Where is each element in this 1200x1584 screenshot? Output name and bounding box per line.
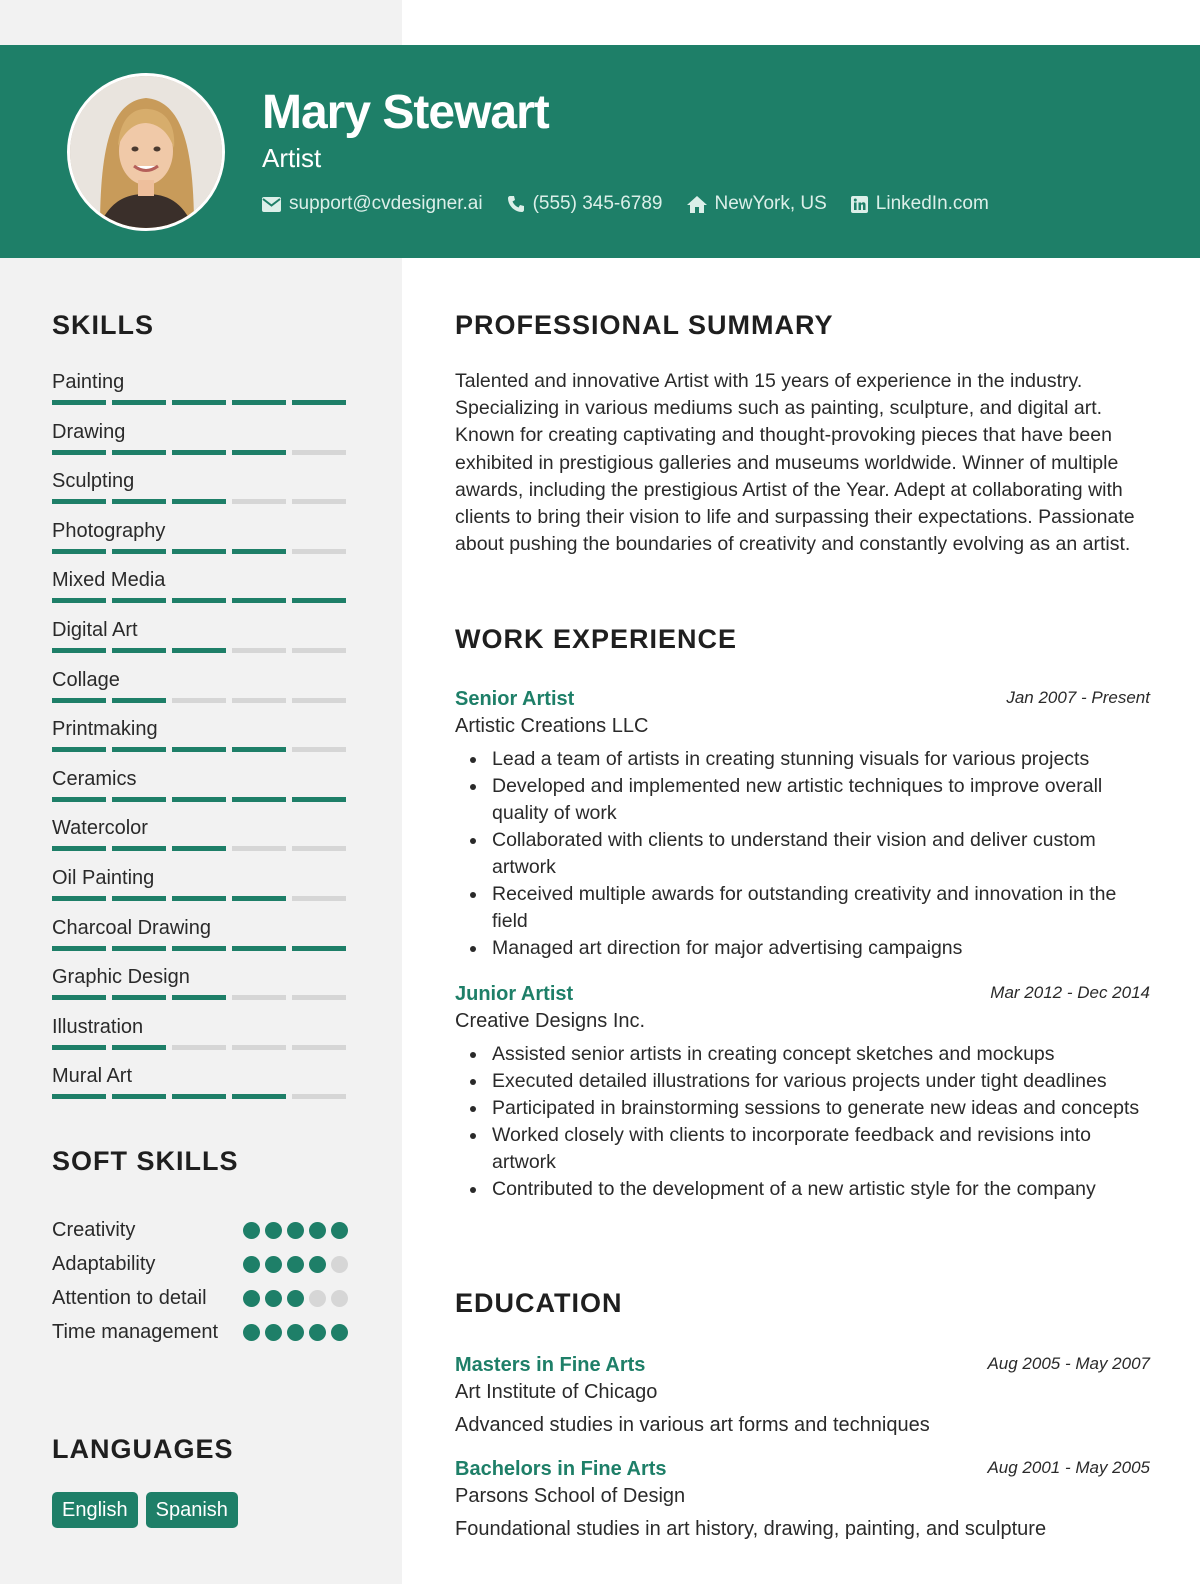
job-bullet: Participated in brainstorming sessions to generate new ideas and concepts: [455, 1095, 1150, 1122]
skill-label: Mixed Media: [52, 569, 166, 592]
skill-item: [52, 963, 348, 1013]
rating-dot: [243, 1256, 260, 1273]
experience-heading: WORK EXPERIENCE: [455, 624, 738, 654]
job-date: Mar 2012 - Dec 2014: [990, 983, 1150, 1002]
soft-skill-rating: [243, 1216, 348, 1239]
location-text: NewYork, US: [714, 193, 827, 214]
skill-level-segment: [112, 549, 166, 554]
header: [0, 45, 1200, 258]
skill-level-segment: [52, 995, 106, 1000]
skill-level-bar: [52, 499, 348, 504]
job-entry: [455, 983, 1150, 1203]
rating-dot: [243, 1290, 260, 1307]
degree-title: Masters in Fine Arts: [455, 1354, 646, 1376]
soft-skill-rating: [243, 1284, 348, 1307]
linkedin-text: LinkedIn.com: [875, 193, 989, 214]
skill-level-segment: [52, 499, 106, 504]
job-bullet: Executed detailed illustrations for various projects under tight deadlines: [455, 1068, 1150, 1095]
skill-level-segment: [232, 1094, 286, 1099]
skill-level-segment: [292, 797, 346, 802]
skill-level-segment: [232, 698, 286, 703]
skill-level-segment: [52, 549, 106, 554]
skill-level-segment: [112, 846, 166, 851]
education-heading: EDUCATION: [455, 1288, 623, 1318]
phone-icon: [507, 195, 525, 213]
job-bullet: Managed art direction for major advertising campaigns: [455, 935, 1150, 962]
skill-level-bar: [52, 747, 348, 752]
rating-dot: [287, 1324, 304, 1341]
skill-level-segment: [172, 747, 226, 752]
skill-level-segment: [292, 499, 346, 504]
rating-dot: [265, 1290, 282, 1307]
skill-item: [52, 914, 348, 964]
skill-level-segment: [292, 846, 346, 851]
skill-level-segment: [232, 450, 286, 455]
skill-label: Illustration: [52, 1015, 144, 1038]
skill-level-segment: [292, 747, 346, 752]
soft-skills-list: [52, 1216, 348, 1352]
skill-label: Collage: [52, 668, 120, 691]
candidate-role: Artist: [262, 143, 322, 173]
skill-level-segment: [172, 1094, 226, 1099]
skill-label: Sculpting: [52, 470, 135, 493]
skill-item: [52, 765, 348, 815]
skill-item: [52, 715, 348, 765]
skill-label: Photography: [52, 519, 166, 542]
job-title: Junior Artist: [455, 983, 574, 1005]
job-company: Creative Designs Inc.: [455, 1010, 646, 1032]
skill-level-segment: [232, 747, 286, 752]
skill-level-segment: [112, 648, 166, 653]
rating-dot: [265, 1256, 282, 1273]
rating-dot: [309, 1256, 326, 1273]
skill-level-segment: [112, 450, 166, 455]
summary-text: Talented and innovative Artist with 15 years of experience in the industry. Specializing in various mediums such as painting, sculpture, and digital art. Known for creating captivating and thought-provoking pieces that have been exhibited in prestigious galleries and museums worldwide. Winner of multiple awards, including the prestigious Artist of the Year. Adept at collaborating with clients to bring their vision to life and surpassing their expectations. Passionate about pushing the boundaries of creativity and constantly evolving as an artist.: [455, 370, 1135, 556]
skill-level-segment: [52, 648, 106, 653]
skill-item: [52, 814, 348, 864]
skill-level-segment: [292, 1094, 346, 1099]
rating-dot: [331, 1290, 348, 1307]
skill-label: Printmaking: [52, 718, 158, 741]
contact-linkedin[interactable]: [851, 193, 989, 215]
skill-level-segment: [292, 450, 346, 455]
skill-item: [52, 418, 348, 468]
skill-level-segment: [292, 648, 346, 653]
skill-label: Watercolor: [52, 817, 148, 840]
rating-dot: [309, 1290, 326, 1307]
skill-level-segment: [52, 896, 106, 901]
skill-level-segment: [52, 450, 106, 455]
skill-level-segment: [292, 946, 346, 951]
skill-level-bar: [52, 450, 348, 455]
job-company: Artistic Creations LLC: [455, 715, 649, 737]
soft-skill-label: Time management: [52, 1321, 218, 1343]
skill-level-segment: [52, 698, 106, 703]
skill-level-segment: [172, 648, 226, 653]
home-icon: [687, 196, 707, 213]
job-bullet: Received multiple awards for outstanding creativity and innovation in the field: [455, 881, 1150, 935]
skill-level-segment: [52, 1045, 106, 1050]
skill-item: [52, 368, 348, 418]
skill-level-bar: [52, 797, 348, 802]
job-entry: [455, 688, 1150, 962]
linkedin-icon: [851, 196, 868, 213]
skill-level-bar: [52, 549, 348, 554]
skill-level-segment: [112, 1094, 166, 1099]
skill-level-segment: [112, 698, 166, 703]
skill-level-segment: [112, 598, 166, 603]
skill-level-segment: [172, 450, 226, 455]
soft-skill-item: [52, 1250, 348, 1278]
skill-item: [52, 616, 348, 666]
job-title: Senior Artist: [455, 688, 575, 710]
contact-location[interactable]: [687, 193, 827, 215]
rating-dot: [265, 1222, 282, 1239]
skill-level-bar: [52, 400, 348, 405]
rating-dot: [331, 1324, 348, 1341]
skill-level-segment: [292, 995, 346, 1000]
rating-dot: [331, 1222, 348, 1239]
skill-level-segment: [52, 598, 106, 603]
soft-skill-item: [52, 1284, 348, 1312]
skill-level-segment: [292, 598, 346, 603]
skill-level-segment: [232, 995, 286, 1000]
skill-level-segment: [172, 1045, 226, 1050]
skill-level-segment: [172, 499, 226, 504]
job-bullet: Assisted senior artists in creating concept sketches and mockups: [455, 1041, 1150, 1068]
skill-level-segment: [112, 797, 166, 802]
skill-level-segment: [232, 946, 286, 951]
skill-level-segment: [172, 797, 226, 802]
skill-level-segment: [52, 797, 106, 802]
contact-bar: [262, 193, 989, 215]
skill-level-segment: [232, 1045, 286, 1050]
education-entry: [455, 1458, 1150, 1541]
skill-level-segment: [112, 995, 166, 1000]
job-bullets: [455, 746, 1150, 962]
skill-level-segment: [292, 698, 346, 703]
soft-skill-rating: [243, 1250, 348, 1273]
skill-item: [52, 666, 348, 716]
skill-item: [52, 864, 348, 914]
rating-dot: [287, 1256, 304, 1273]
skill-item: [52, 566, 348, 616]
skill-level-segment: [52, 400, 106, 405]
skill-level-segment: [172, 598, 226, 603]
skill-level-segment: [172, 549, 226, 554]
skill-level-segment: [112, 747, 166, 752]
skill-level-segment: [232, 499, 286, 504]
skill-level-segment: [52, 747, 106, 752]
skill-level-segment: [172, 698, 226, 703]
skill-level-segment: [232, 797, 286, 802]
skill-level-segment: [292, 400, 346, 405]
skills-heading: SKILLS: [52, 310, 155, 340]
education-date: Aug 2001 - May 2005: [987, 1458, 1150, 1477]
soft-skill-rating: [243, 1318, 348, 1341]
education-description: Foundational studies in art history, drawing, painting, and sculpture: [455, 1518, 1047, 1540]
languages-heading: LANGUAGES: [52, 1434, 234, 1464]
skill-level-bar: [52, 1045, 348, 1050]
skill-label: Mural Art: [52, 1065, 133, 1088]
skill-level-segment: [112, 946, 166, 951]
skill-level-segment: [112, 400, 166, 405]
skill-level-segment: [112, 896, 166, 901]
portrait-photo-icon: [70, 76, 222, 228]
job-date: Jan 2007 - Present: [1006, 688, 1150, 707]
languages-list: [52, 1492, 238, 1528]
skill-label: Digital Art: [52, 618, 138, 641]
rating-dot: [287, 1222, 304, 1239]
skill-label: Charcoal Drawing: [52, 916, 211, 939]
education-date: Aug 2005 - May 2007: [987, 1354, 1150, 1373]
skill-level-bar: [52, 598, 348, 603]
email-text: support@cvdesigner.ai: [289, 193, 483, 214]
skill-level-bar: [52, 698, 348, 703]
job-bullets: [455, 1041, 1150, 1203]
education-entry: [455, 1354, 1150, 1437]
skill-level-segment: [172, 400, 226, 405]
skill-level-segment: [172, 846, 226, 851]
skill-level-segment: [52, 846, 106, 851]
job-bullet: Contributed to the development of a new artistic style for the company: [455, 1176, 1150, 1203]
skill-level-segment: [232, 846, 286, 851]
skill-label: Oil Painting: [52, 866, 155, 889]
soft-skill-item: [52, 1216, 348, 1244]
rating-dot: [265, 1324, 282, 1341]
job-bullet: Lead a team of artists in creating stunning visuals for various projects: [455, 746, 1150, 773]
summary-heading: PROFESSIONAL SUMMARY: [455, 310, 834, 340]
degree-title: Bachelors in Fine Arts: [455, 1458, 667, 1480]
skill-item: [52, 1013, 348, 1063]
skill-level-segment: [232, 598, 286, 603]
skill-level-segment: [232, 648, 286, 653]
skills-list: [52, 368, 348, 1112]
skill-level-segment: [172, 896, 226, 901]
language-tag: English: [52, 1492, 138, 1528]
skill-level-segment: [292, 549, 346, 554]
job-bullet: Worked closely with clients to incorporate feedback and revisions into artwork: [455, 1122, 1150, 1176]
skill-label: Graphic Design: [52, 966, 190, 989]
skill-level-bar: [52, 648, 348, 653]
contact-email[interactable]: [262, 193, 483, 215]
rating-dot: [243, 1324, 260, 1341]
job-bullet: Developed and implemented new artistic techniques to improve overall quality of work: [455, 773, 1150, 827]
skill-label: Ceramics: [52, 767, 137, 790]
rating-dot: [287, 1290, 304, 1307]
skill-level-segment: [52, 946, 106, 951]
skill-level-segment: [232, 896, 286, 901]
job-bullet: Collaborated with clients to understand their vision and deliver custom artwork: [455, 827, 1150, 881]
skill-level-segment: [292, 896, 346, 901]
avatar: [67, 73, 225, 231]
skill-level-segment: [292, 1045, 346, 1050]
education-description: Advanced studies in various art forms and techniques: [455, 1414, 930, 1436]
skill-level-segment: [172, 995, 226, 1000]
candidate-name: Mary Stewart: [262, 86, 549, 139]
skill-level-segment: [112, 499, 166, 504]
skill-level-segment: [232, 400, 286, 405]
skill-level-bar: [52, 846, 348, 851]
school-name: Art Institute of Chicago: [455, 1381, 658, 1403]
soft-skill-item: [52, 1318, 348, 1346]
skill-item: [52, 467, 348, 517]
phone-text: (555) 345-6789: [532, 193, 663, 214]
skill-label: Drawing: [52, 420, 126, 443]
soft-skill-label: Adaptability: [52, 1253, 156, 1275]
skill-label: Painting: [52, 371, 125, 393]
school-name: Parsons School of Design: [455, 1485, 686, 1507]
contact-phone[interactable]: [507, 193, 663, 215]
soft-skills-heading: SOFT SKILLS: [52, 1146, 239, 1176]
skill-item: [52, 517, 348, 567]
rating-dot: [309, 1324, 326, 1341]
soft-skill-label: Attention to detail: [52, 1287, 207, 1309]
skill-level-bar: [52, 946, 348, 951]
skill-level-segment: [232, 549, 286, 554]
skill-level-bar: [52, 896, 348, 901]
skill-level-segment: [52, 1094, 106, 1099]
skill-item: [52, 1062, 348, 1112]
rating-dot: [309, 1222, 326, 1239]
rating-dot: [243, 1222, 260, 1239]
skill-level-segment: [112, 1045, 166, 1050]
language-tag: Spanish: [146, 1492, 238, 1528]
skill-level-bar: [52, 1094, 348, 1099]
rating-dot: [331, 1256, 348, 1273]
skill-level-bar: [52, 995, 348, 1000]
skill-level-segment: [172, 946, 226, 951]
envelope-icon: [262, 197, 281, 212]
soft-skill-label: Creativity: [52, 1219, 136, 1241]
